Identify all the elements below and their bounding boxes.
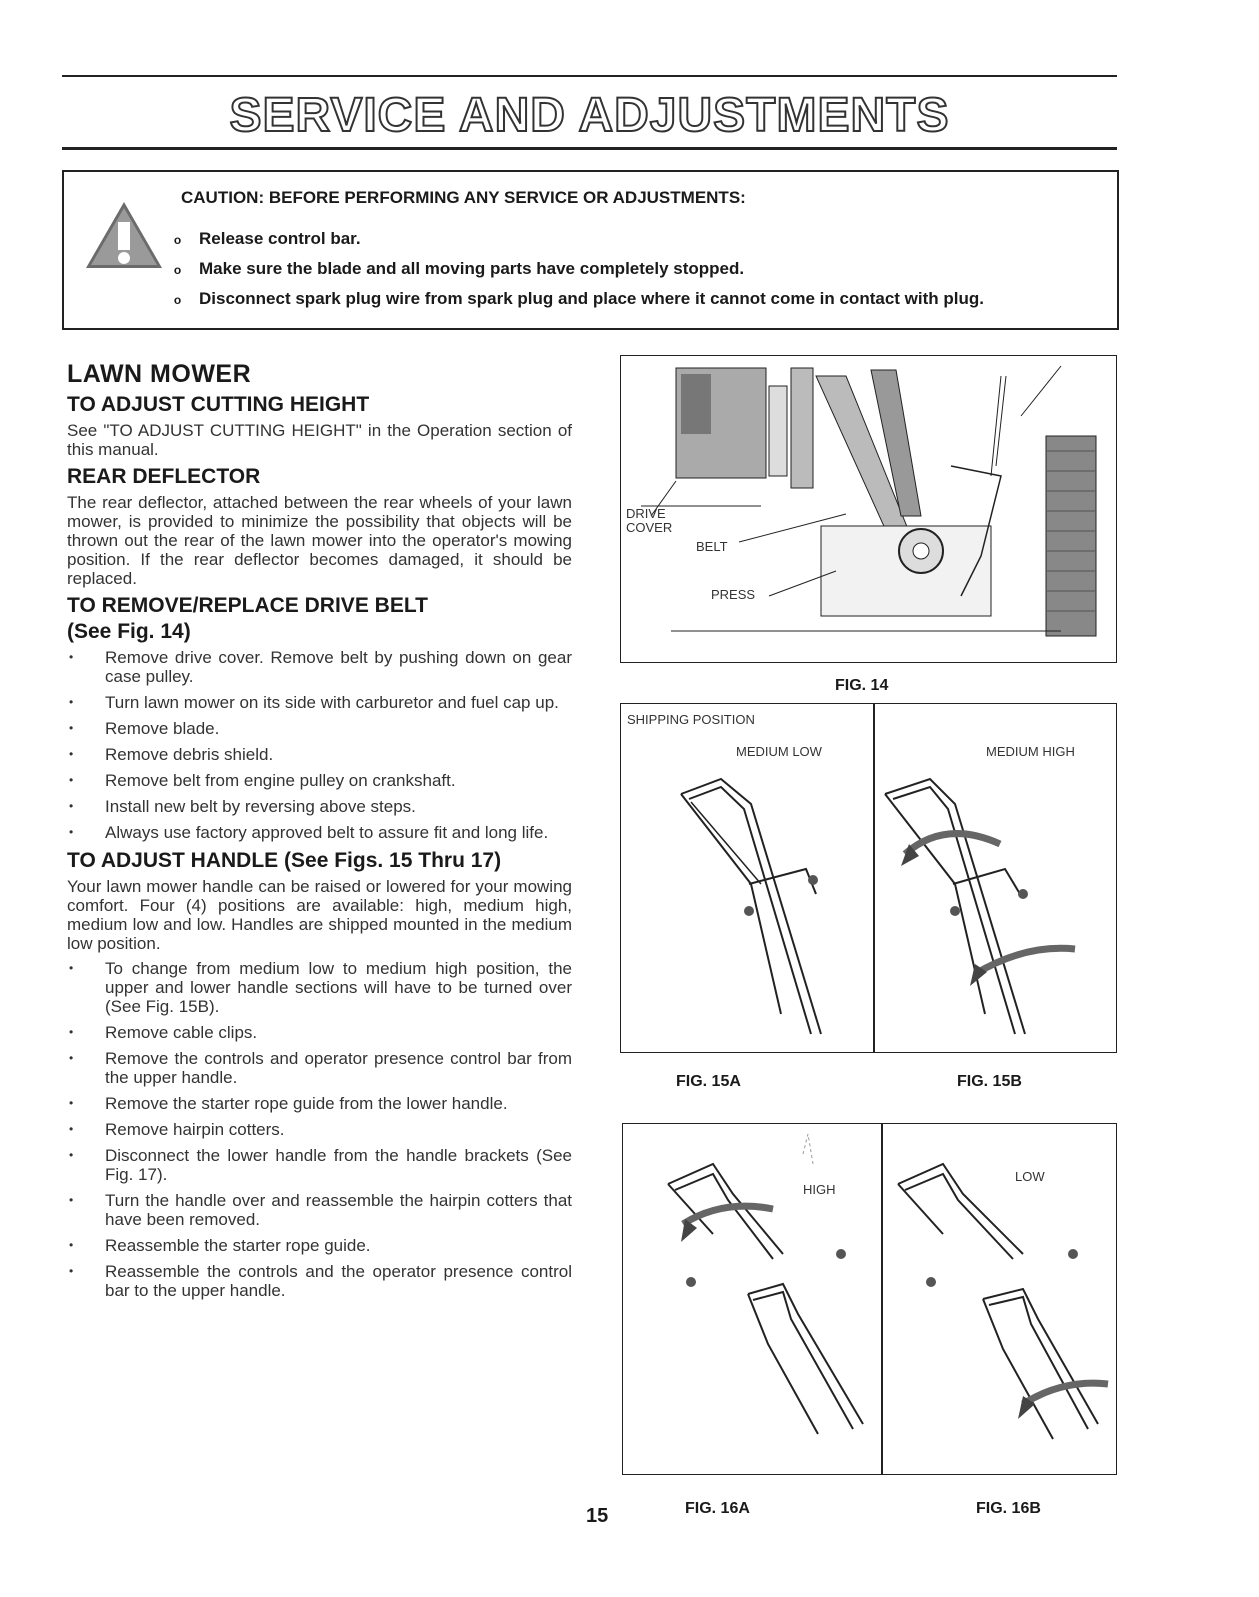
list-item: • Turn lawn mower on its side with carburetor and fuel cap up. bbox=[67, 693, 572, 712]
medium-high-label: MEDIUM HIGH bbox=[986, 744, 1075, 759]
fig-15b-caption: FIG. 15B bbox=[957, 1073, 1022, 1090]
caution-item: o Make sure the blade and all moving parts have completely stopped. bbox=[173, 259, 745, 278]
handle-low-illustration bbox=[883, 1124, 1117, 1474]
list-item: • Install new belt by reversing above steps. bbox=[67, 797, 572, 816]
list-item: • Remove cable clips. bbox=[67, 1023, 572, 1042]
caution-item: o Disconnect spark plug wire from spark plug and place where it cannot come in contact with plug. bbox=[173, 289, 984, 308]
warning-triangle-icon bbox=[84, 200, 164, 270]
low-label: LOW bbox=[1015, 1169, 1045, 1184]
list-item: • Remove the starter rope guide from the lower handle. bbox=[67, 1094, 572, 1113]
list-item: • Reassemble the controls and the operator presence control bar to the upper handle. bbox=[67, 1262, 572, 1300]
rear-deflector-heading: REAR DEFLECTOR bbox=[67, 465, 261, 488]
cutting-height-text: See "TO ADJUST CUTTING HEIGHT" in the Operation section of this manual. bbox=[67, 421, 572, 459]
list-item: • Disconnect the lower handle from the handle brackets (See Fig. 17). bbox=[67, 1146, 572, 1184]
caution-list bbox=[156, 224, 984, 314]
adjust-handle-heading: TO ADJUST HANDLE (See Figs. 15 Thru 17) bbox=[67, 849, 502, 872]
cutting-height-heading: TO ADJUST CUTTING HEIGHT bbox=[67, 393, 370, 416]
left-column bbox=[67, 360, 572, 1307]
high-label: HIGH bbox=[803, 1182, 836, 1197]
list-item: • Remove debris shield. bbox=[67, 745, 572, 764]
drive-belt-heading: TO REMOVE/REPLACE DRIVE BELT bbox=[67, 594, 428, 617]
fig-15-box bbox=[620, 703, 1117, 1053]
list-item: • Turn the handle over and reassemble the hairpin cotters that have been removed. bbox=[67, 1191, 572, 1229]
page-title: SERVICE AND ADJUSTMENTS bbox=[229, 89, 950, 142]
fig-16-box bbox=[622, 1123, 1117, 1475]
list-item: • Remove the controls and operator presence control bar from the upper handle. bbox=[67, 1049, 572, 1087]
page-number: 15 bbox=[586, 1505, 609, 1527]
fig-16a-caption: FIG. 16A bbox=[685, 1500, 750, 1517]
title-rule bbox=[62, 147, 1117, 150]
adjust-handle-text: Your lawn mower handle can be raised or lowered for your mowing comfort. Four (4) positions are available: high, medium high, medium low and low. Handles are shipped mounted in the medium low position. bbox=[67, 877, 572, 953]
handle-medium-high-illustration bbox=[875, 704, 1115, 1052]
belt-label: BELT bbox=[696, 539, 728, 554]
fig-14-caption: FIG. 14 bbox=[835, 677, 889, 694]
cover-label: COVER bbox=[626, 520, 673, 535]
top-rule bbox=[62, 75, 1117, 77]
caution-heading: CAUTION: BEFORE PERFORMING ANY SERVICE OR ADJUSTMENTS: bbox=[181, 188, 746, 207]
medium-low-label: MEDIUM LOW bbox=[736, 744, 822, 759]
drive-label: DRIVE bbox=[626, 506, 666, 521]
list-item: • Remove hairpin cotters. bbox=[67, 1120, 572, 1139]
list-item: • Remove drive cover. Remove belt by pushing down on gear case pulley. bbox=[67, 648, 572, 686]
list-item: • Remove belt from engine pulley on crankshaft. bbox=[67, 771, 572, 790]
shipping-position-label: SHIPPING POSITION bbox=[627, 712, 755, 727]
drive-belt-illustration bbox=[621, 356, 1116, 662]
list-item: • To change from medium low to medium high position, the upper and lower handle sections will have to be turned over (See Fig. 15B). bbox=[67, 959, 572, 1016]
drive-belt-subheading: (See Fig. 14) bbox=[67, 620, 191, 643]
fig-14-box bbox=[620, 355, 1117, 663]
caution-item: o Release control bar. bbox=[173, 229, 361, 248]
caution-box bbox=[62, 170, 1119, 330]
drive-belt-steps bbox=[67, 648, 572, 842]
rear-deflector-text: The rear deflector, attached between the rear wheels of your lawn mower, is provided to minimize the possibility that objects will be thrown out the rear of the lawn mower into the operator's mowing position. If the rear deflector becomes damaged, it should be replaced. bbox=[67, 493, 572, 588]
fig-16b-caption: FIG. 16B bbox=[976, 1500, 1041, 1517]
section-title: LAWN MOWER bbox=[67, 360, 252, 388]
press-label: PRESS bbox=[711, 587, 756, 602]
fig-15a-caption: FIG. 15A bbox=[676, 1073, 741, 1090]
list-item: • Remove blade. bbox=[67, 719, 572, 738]
handle-high-illustration bbox=[623, 1124, 879, 1474]
adjust-handle-steps bbox=[67, 959, 572, 1300]
list-item: • Always use factory approved belt to assure fit and long life. bbox=[67, 823, 572, 842]
handle-medium-low-illustration bbox=[621, 704, 871, 1052]
list-item: • Reassemble the starter rope guide. bbox=[67, 1236, 572, 1255]
